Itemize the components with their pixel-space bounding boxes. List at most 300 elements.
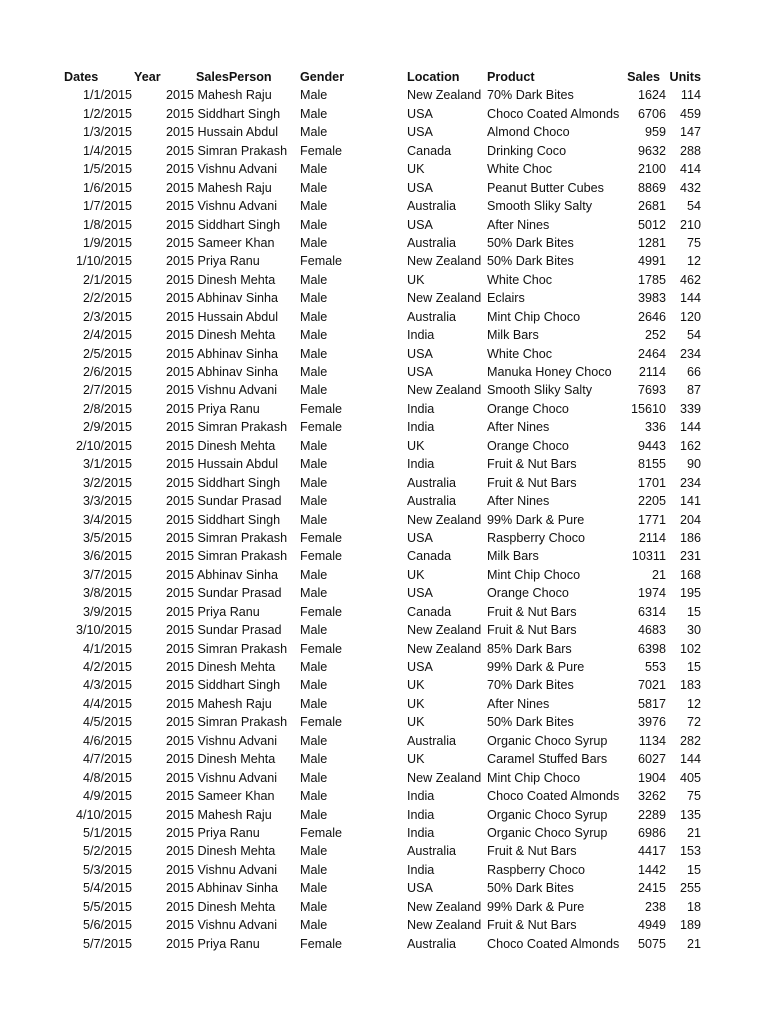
cell-year-salesperson: 2015 Abhinav Sinha bbox=[166, 567, 279, 582]
cell-location: India bbox=[407, 457, 435, 472]
cell-gender: Male bbox=[300, 235, 328, 250]
header-dates: Dates bbox=[64, 70, 99, 84]
cell-gender: Female bbox=[300, 604, 342, 619]
cell-gender: Female bbox=[300, 641, 342, 656]
header-product: Product bbox=[487, 70, 535, 84]
table-row bbox=[0, 603, 768, 621]
cell-product: After Nines bbox=[487, 494, 550, 509]
cell-product: Raspberry Choco bbox=[487, 862, 585, 877]
cell-location: UK bbox=[407, 567, 425, 582]
cell-gender: Male bbox=[300, 567, 328, 582]
cell-sales: 1701 bbox=[637, 475, 666, 490]
cell-gender: Male bbox=[300, 752, 328, 767]
cell-date: 2/8/2015 bbox=[82, 401, 132, 416]
cell-date: 4/6/2015 bbox=[82, 733, 132, 748]
cell-year-salesperson: 2015 Abhinav Sinha bbox=[166, 291, 279, 306]
cell-units: 288 bbox=[679, 143, 701, 158]
cell-sales: 21 bbox=[651, 567, 666, 582]
cell-gender: Female bbox=[300, 715, 342, 730]
cell-year-salesperson: 2015 Vishnu Advani bbox=[166, 918, 278, 933]
cell-units: 15 bbox=[686, 660, 701, 674]
cell-gender: Male bbox=[300, 586, 328, 601]
cell-location: India bbox=[407, 789, 435, 804]
table-row bbox=[0, 105, 768, 123]
cell-date: 2/10/2015 bbox=[75, 438, 132, 453]
cell-location: New Zealand bbox=[407, 383, 482, 398]
cell-sales: 5012 bbox=[637, 217, 666, 232]
cell-gender: Male bbox=[300, 918, 328, 933]
table-row bbox=[0, 658, 768, 676]
cell-gender: Female bbox=[300, 401, 342, 416]
cell-location: New Zealand bbox=[407, 918, 482, 933]
cell-year-salesperson: 2015 Dinesh Mehta bbox=[166, 899, 276, 914]
cell-location: USA bbox=[407, 530, 433, 545]
cell-units: 18 bbox=[686, 899, 701, 914]
table-row bbox=[0, 363, 768, 381]
cell-date: 1/1/2015 bbox=[82, 88, 132, 103]
cell-units: 153 bbox=[679, 844, 701, 859]
cell-gender: Female bbox=[300, 530, 342, 545]
cell-date: 4/1/2015 bbox=[82, 641, 132, 656]
cell-product: White Choc bbox=[487, 272, 553, 287]
cell-location: Canada bbox=[407, 143, 452, 158]
cell-gender: Male bbox=[300, 899, 328, 914]
cell-gender: Male bbox=[300, 365, 328, 379]
cell-location: UK bbox=[407, 438, 425, 453]
cell-date: 3/4/2015 bbox=[82, 512, 132, 527]
cell-location: USA bbox=[407, 217, 433, 232]
cell-units: 144 bbox=[679, 752, 701, 767]
cell-gender: Male bbox=[300, 88, 328, 103]
cell-product: Drinking Coco bbox=[487, 143, 567, 158]
cell-gender: Female bbox=[300, 420, 342, 435]
cell-product: Smooth Sliky Salty bbox=[487, 383, 592, 398]
cell-date: 1/4/2015 bbox=[82, 143, 132, 158]
cell-units: 234 bbox=[679, 346, 701, 361]
cell-location: Australia bbox=[407, 494, 456, 509]
cell-units: 204 bbox=[679, 512, 701, 527]
cell-product: Eclairs bbox=[487, 291, 525, 306]
cell-year-salesperson: 2015 Dinesh Mehta bbox=[166, 752, 276, 767]
cell-units: 54 bbox=[686, 199, 701, 214]
cell-year-salesperson: 2015 Dinesh Mehta bbox=[166, 844, 276, 859]
cell-product: 85% Dark Bars bbox=[487, 641, 572, 656]
cell-product: Organic Choco Syrup bbox=[487, 825, 608, 840]
cell-date: 4/3/2015 bbox=[82, 678, 132, 693]
cell-gender: Male bbox=[300, 180, 328, 195]
cell-year-salesperson: 2015 Sameer Khan bbox=[166, 789, 275, 804]
cell-sales: 238 bbox=[644, 899, 666, 914]
cell-location: UK bbox=[407, 272, 425, 287]
cell-sales: 7021 bbox=[637, 678, 666, 693]
table-row bbox=[0, 418, 768, 436]
table-row bbox=[0, 326, 768, 344]
cell-location: USA bbox=[407, 365, 433, 379]
cell-units: 12 bbox=[686, 696, 701, 711]
cell-units: 147 bbox=[679, 125, 701, 140]
cell-sales: 2114 bbox=[638, 530, 666, 545]
cell-gender: Female bbox=[300, 254, 342, 269]
cell-gender: Female bbox=[300, 936, 342, 951]
cell-gender: Male bbox=[300, 106, 328, 121]
cell-date: 1/9/2015 bbox=[82, 235, 132, 250]
cell-date: 3/5/2015 bbox=[82, 530, 132, 545]
cell-year-salesperson: 2015 Siddhart Singh bbox=[166, 475, 281, 490]
cell-sales: 6986 bbox=[637, 825, 666, 840]
cell-product: Fruit & Nut Bars bbox=[487, 844, 577, 859]
table-row bbox=[0, 234, 768, 252]
cell-gender: Male bbox=[300, 328, 328, 343]
cell-gender: Male bbox=[300, 733, 328, 748]
cell-date: 2/1/2015 bbox=[82, 272, 132, 287]
cell-date: 2/6/2015 bbox=[82, 365, 132, 379]
cell-date: 1/6/2015 bbox=[82, 180, 132, 195]
cell-gender: Male bbox=[300, 309, 328, 324]
cell-sales: 2289 bbox=[637, 807, 666, 822]
cell-product: 99% Dark & Pure bbox=[487, 512, 585, 527]
header-units: Units bbox=[669, 70, 701, 84]
cell-location: India bbox=[407, 328, 435, 343]
cell-date: 5/4/2015 bbox=[82, 881, 132, 896]
cell-date: 2/4/2015 bbox=[82, 328, 132, 343]
cell-location: New Zealand bbox=[407, 254, 482, 269]
cell-year-salesperson: 2015 Mahesh Raju bbox=[166, 180, 272, 195]
cell-units: 141 bbox=[679, 494, 701, 509]
cell-year-salesperson: 2015 Vishnu Advani bbox=[166, 383, 278, 398]
cell-units: 231 bbox=[679, 549, 701, 564]
cell-date: 4/8/2015 bbox=[82, 770, 132, 785]
table-row bbox=[0, 308, 768, 326]
cell-year-salesperson: 2015 Sundar Prasad bbox=[166, 494, 282, 509]
cell-year-salesperson: 2015 Priya Ranu bbox=[166, 825, 260, 840]
cell-location: UK bbox=[407, 678, 425, 693]
cell-product: Choco Coated Almonds bbox=[487, 789, 620, 804]
cell-gender: Male bbox=[300, 199, 328, 214]
cell-year-salesperson: 2015 Mahesh Raju bbox=[166, 88, 272, 103]
cell-sales: 3983 bbox=[637, 291, 666, 306]
table-row bbox=[0, 216, 768, 234]
cell-location: Australia bbox=[407, 199, 456, 214]
cell-year-salesperson: 2015 Simran Prakash bbox=[166, 143, 288, 158]
cell-product: White Choc bbox=[487, 346, 553, 361]
table-row bbox=[0, 824, 768, 842]
cell-product: 50% Dark Bites bbox=[487, 715, 574, 730]
cell-gender: Male bbox=[300, 438, 328, 453]
table-row bbox=[0, 750, 768, 768]
cell-product: Manuka Honey Choco bbox=[487, 365, 612, 379]
cell-date: 3/1/2015 bbox=[82, 457, 132, 472]
cell-year-salesperson: 2015 Priya Ranu bbox=[166, 254, 260, 269]
cell-sales: 6706 bbox=[637, 106, 666, 121]
cell-gender: Male bbox=[300, 660, 328, 674]
cell-year-salesperson: 2015 Dinesh Mehta bbox=[166, 660, 276, 674]
sales-table bbox=[0, 68, 768, 953]
cell-year-salesperson: 2015 Siddhart Singh bbox=[166, 678, 281, 693]
cell-date: 4/4/2015 bbox=[82, 696, 132, 711]
cell-date: 3/3/2015 bbox=[82, 494, 132, 509]
cell-location: Australia bbox=[407, 936, 456, 951]
cell-sales: 5817 bbox=[637, 696, 666, 711]
cell-sales: 2205 bbox=[637, 494, 666, 509]
cell-location: New Zealand bbox=[407, 623, 482, 638]
table-row bbox=[0, 547, 768, 565]
cell-location: USA bbox=[407, 125, 433, 140]
cell-product: White Choc bbox=[487, 162, 553, 177]
cell-product: Smooth Sliky Salty bbox=[487, 199, 592, 214]
cell-gender: Male bbox=[300, 162, 328, 177]
cell-sales: 2100 bbox=[637, 162, 666, 177]
cell-date: 1/10/2015 bbox=[75, 254, 132, 269]
cell-sales: 252 bbox=[644, 328, 666, 343]
cell-units: 75 bbox=[686, 789, 701, 804]
cell-location: New Zealand bbox=[407, 641, 482, 656]
cell-product: Organic Choco Syrup bbox=[487, 733, 608, 748]
cell-units: 30 bbox=[686, 623, 701, 638]
table-row bbox=[0, 492, 768, 510]
cell-sales: 7693 bbox=[637, 383, 666, 398]
cell-units: 15 bbox=[686, 862, 701, 877]
cell-sales: 3262 bbox=[637, 789, 666, 804]
cell-date: 2/5/2015 bbox=[82, 346, 132, 361]
cell-sales: 1624 bbox=[637, 88, 666, 103]
cell-gender: Male bbox=[300, 272, 328, 287]
cell-units: 15 bbox=[686, 604, 701, 619]
cell-date: 5/3/2015 bbox=[82, 862, 132, 877]
cell-sales: 6027 bbox=[637, 752, 666, 767]
cell-product: After Nines bbox=[487, 217, 550, 232]
cell-year-salesperson: 2015 Siddhart Singh bbox=[166, 512, 281, 527]
cell-date: 3/10/2015 bbox=[75, 623, 132, 638]
table-row bbox=[0, 345, 768, 363]
cell-sales: 4417 bbox=[637, 844, 666, 859]
table-row bbox=[0, 179, 768, 197]
cell-year-salesperson: 2015 Priya Ranu bbox=[166, 604, 260, 619]
cell-product: Orange Choco bbox=[487, 438, 569, 453]
cell-sales: 10311 bbox=[631, 549, 666, 564]
cell-date: 2/7/2015 bbox=[82, 383, 132, 398]
cell-year-salesperson: 2015 Hussain Abdul bbox=[166, 125, 279, 140]
cell-location: New Zealand bbox=[407, 770, 482, 785]
cell-product: 50% Dark Bites bbox=[487, 235, 574, 250]
cell-year-salesperson: 2015 Hussain Abdul bbox=[166, 457, 279, 472]
cell-date: 4/5/2015 bbox=[82, 715, 132, 730]
cell-sales: 15610 bbox=[630, 401, 666, 416]
table-row bbox=[0, 474, 768, 492]
table-row bbox=[0, 769, 768, 787]
cell-sales: 4949 bbox=[637, 918, 666, 933]
cell-year-salesperson: 2015 Simran Prakash bbox=[166, 530, 288, 545]
cell-units: 72 bbox=[686, 715, 701, 730]
cell-gender: Male bbox=[300, 494, 328, 509]
cell-units: 144 bbox=[679, 420, 701, 435]
cell-location: UK bbox=[407, 162, 425, 177]
cell-units: 183 bbox=[679, 678, 701, 693]
cell-year-salesperson: 2015 Priya Ranu bbox=[166, 936, 260, 951]
cell-product: Fruit & Nut Bars bbox=[487, 457, 577, 472]
cell-year-salesperson: 2015 Vishnu Advani bbox=[166, 862, 278, 877]
cell-gender: Female bbox=[300, 549, 342, 564]
cell-location: Australia bbox=[407, 235, 456, 250]
table-row bbox=[0, 640, 768, 658]
cell-sales: 4683 bbox=[637, 623, 666, 638]
cell-units: 282 bbox=[679, 733, 701, 748]
cell-units: 21 bbox=[686, 825, 701, 840]
cell-year-salesperson: 2015 Siddhart Singh bbox=[166, 217, 281, 232]
cell-date: 5/5/2015 bbox=[82, 899, 132, 914]
cell-product: Peanut Butter Cubes bbox=[487, 180, 604, 195]
cell-sales: 9632 bbox=[637, 143, 666, 158]
cell-product: Almond Choco bbox=[487, 125, 570, 140]
table-row bbox=[0, 861, 768, 879]
cell-location: Australia bbox=[407, 733, 456, 748]
cell-product: Organic Choco Syrup bbox=[487, 807, 608, 822]
cell-product: After Nines bbox=[487, 696, 550, 711]
cell-location: Australia bbox=[407, 844, 456, 859]
cell-year-salesperson: 2015 Abhinav Sinha bbox=[166, 365, 279, 379]
table-row bbox=[0, 584, 768, 602]
table-row bbox=[0, 381, 768, 399]
cell-gender: Male bbox=[300, 383, 328, 398]
cell-date: 1/8/2015 bbox=[82, 217, 132, 232]
cell-gender: Male bbox=[300, 807, 328, 822]
cell-sales: 8155 bbox=[637, 457, 666, 472]
cell-product: Orange Choco bbox=[487, 401, 569, 416]
cell-product: Orange Choco bbox=[487, 586, 569, 601]
cell-product: Fruit & Nut Bars bbox=[487, 475, 577, 490]
cell-units: 54 bbox=[686, 328, 701, 343]
cell-year-salesperson: 2015 Simran Prakash bbox=[166, 715, 288, 730]
cell-sales: 2646 bbox=[637, 309, 666, 324]
table-row bbox=[0, 252, 768, 270]
cell-sales: 5075 bbox=[637, 936, 666, 951]
table-row bbox=[0, 123, 768, 141]
cell-units: 459 bbox=[679, 106, 701, 121]
cell-location: New Zealand bbox=[407, 88, 482, 103]
cell-date: 3/7/2015 bbox=[82, 567, 132, 582]
cell-location: New Zealand bbox=[407, 291, 482, 306]
cell-sales: 1442 bbox=[637, 862, 666, 877]
table-row bbox=[0, 529, 768, 547]
cell-sales: 1771 bbox=[637, 512, 666, 527]
table-row bbox=[0, 160, 768, 178]
cell-gender: Male bbox=[300, 125, 328, 140]
cell-year-salesperson: 2015 Mahesh Raju bbox=[166, 696, 272, 711]
table-row bbox=[0, 566, 768, 584]
cell-location: India bbox=[407, 807, 435, 822]
cell-location: UK bbox=[407, 752, 425, 767]
cell-year-salesperson: 2015 Abhinav Sinha bbox=[166, 881, 279, 896]
cell-year-salesperson: 2015 Vishnu Advani bbox=[166, 733, 278, 748]
cell-sales: 336 bbox=[644, 420, 666, 435]
cell-date: 1/7/2015 bbox=[82, 199, 132, 214]
cell-year-salesperson: 2015 Dinesh Mehta bbox=[166, 328, 276, 343]
cell-date: 2/2/2015 bbox=[82, 291, 132, 306]
cell-year-salesperson: 2015 Abhinav Sinha bbox=[166, 346, 279, 361]
table-row bbox=[0, 787, 768, 805]
cell-location: USA bbox=[407, 586, 433, 601]
cell-sales: 3976 bbox=[637, 715, 666, 730]
cell-sales: 6314 bbox=[637, 604, 666, 619]
cell-product: Milk Bars bbox=[487, 549, 539, 564]
cell-date: 3/9/2015 bbox=[82, 604, 132, 619]
cell-location: India bbox=[407, 862, 435, 877]
cell-date: 5/1/2015 bbox=[82, 825, 132, 840]
cell-units: 144 bbox=[679, 291, 701, 306]
cell-units: 21 bbox=[686, 936, 701, 951]
cell-units: 135 bbox=[679, 807, 701, 822]
cell-sales: 1904 bbox=[637, 770, 666, 785]
cell-year-salesperson: 2015 Sameer Khan bbox=[166, 235, 275, 250]
cell-gender: Male bbox=[300, 881, 328, 896]
cell-year-salesperson: 2015 Sundar Prasad bbox=[166, 586, 282, 601]
cell-date: 4/10/2015 bbox=[75, 807, 132, 822]
cell-product: Mint Chip Choco bbox=[487, 309, 581, 324]
table-row bbox=[0, 511, 768, 529]
cell-year-salesperson: 2015 Dinesh Mehta bbox=[166, 272, 276, 287]
cell-year-salesperson: 2015 Simran Prakash bbox=[166, 549, 288, 564]
cell-sales: 4991 bbox=[637, 254, 666, 269]
cell-date: 1/5/2015 bbox=[82, 162, 132, 177]
cell-gender: Male bbox=[300, 346, 328, 361]
cell-sales: 6398 bbox=[637, 641, 666, 656]
table-row bbox=[0, 621, 768, 639]
cell-gender: Male bbox=[300, 623, 328, 638]
table-row bbox=[0, 437, 768, 455]
header-row bbox=[0, 68, 768, 86]
cell-gender: Male bbox=[300, 862, 328, 877]
table-row bbox=[0, 916, 768, 934]
cell-product: Milk Bars bbox=[487, 328, 539, 343]
cell-location: India bbox=[407, 825, 435, 840]
header-year: Year bbox=[134, 70, 161, 84]
cell-product: 70% Dark Bites bbox=[487, 678, 574, 693]
cell-product: After Nines bbox=[487, 420, 550, 435]
cell-product: Mint Chip Choco bbox=[487, 567, 581, 582]
cell-year-salesperson: 2015 Hussain Abdul bbox=[166, 309, 279, 324]
cell-year-salesperson: 2015 Mahesh Raju bbox=[166, 807, 272, 822]
cell-units: 189 bbox=[679, 918, 701, 933]
table-row bbox=[0, 455, 768, 473]
cell-date: 4/9/2015 bbox=[82, 789, 132, 804]
cell-product: 70% Dark Bites bbox=[487, 88, 574, 103]
cell-product: Fruit & Nut Bars bbox=[487, 604, 577, 619]
cell-units: 414 bbox=[679, 162, 701, 177]
table-row bbox=[0, 695, 768, 713]
table-row bbox=[0, 935, 768, 953]
cell-location: USA bbox=[407, 106, 433, 121]
table-row bbox=[0, 879, 768, 897]
cell-product: 50% Dark Bites bbox=[487, 881, 574, 896]
cell-units: 75 bbox=[686, 235, 701, 250]
cell-gender: Male bbox=[300, 770, 328, 785]
table-row bbox=[0, 898, 768, 916]
table-row bbox=[0, 271, 768, 289]
cell-date: 5/6/2015 bbox=[82, 918, 132, 933]
cell-sales: 2114 bbox=[638, 365, 666, 379]
table-row bbox=[0, 732, 768, 750]
cell-location: Canada bbox=[407, 604, 452, 619]
header-gender: Gender bbox=[300, 70, 345, 84]
table-row bbox=[0, 842, 768, 860]
cell-year-salesperson: 2015 Sundar Prasad bbox=[166, 623, 282, 638]
table-row bbox=[0, 142, 768, 160]
cell-sales: 553 bbox=[644, 660, 666, 674]
cell-product: Choco Coated Almonds bbox=[487, 106, 620, 121]
cell-units: 12 bbox=[686, 254, 701, 269]
cell-gender: Male bbox=[300, 217, 328, 232]
cell-sales: 2681 bbox=[637, 199, 666, 214]
cell-year-salesperson: 2015 Dinesh Mehta bbox=[166, 438, 276, 453]
